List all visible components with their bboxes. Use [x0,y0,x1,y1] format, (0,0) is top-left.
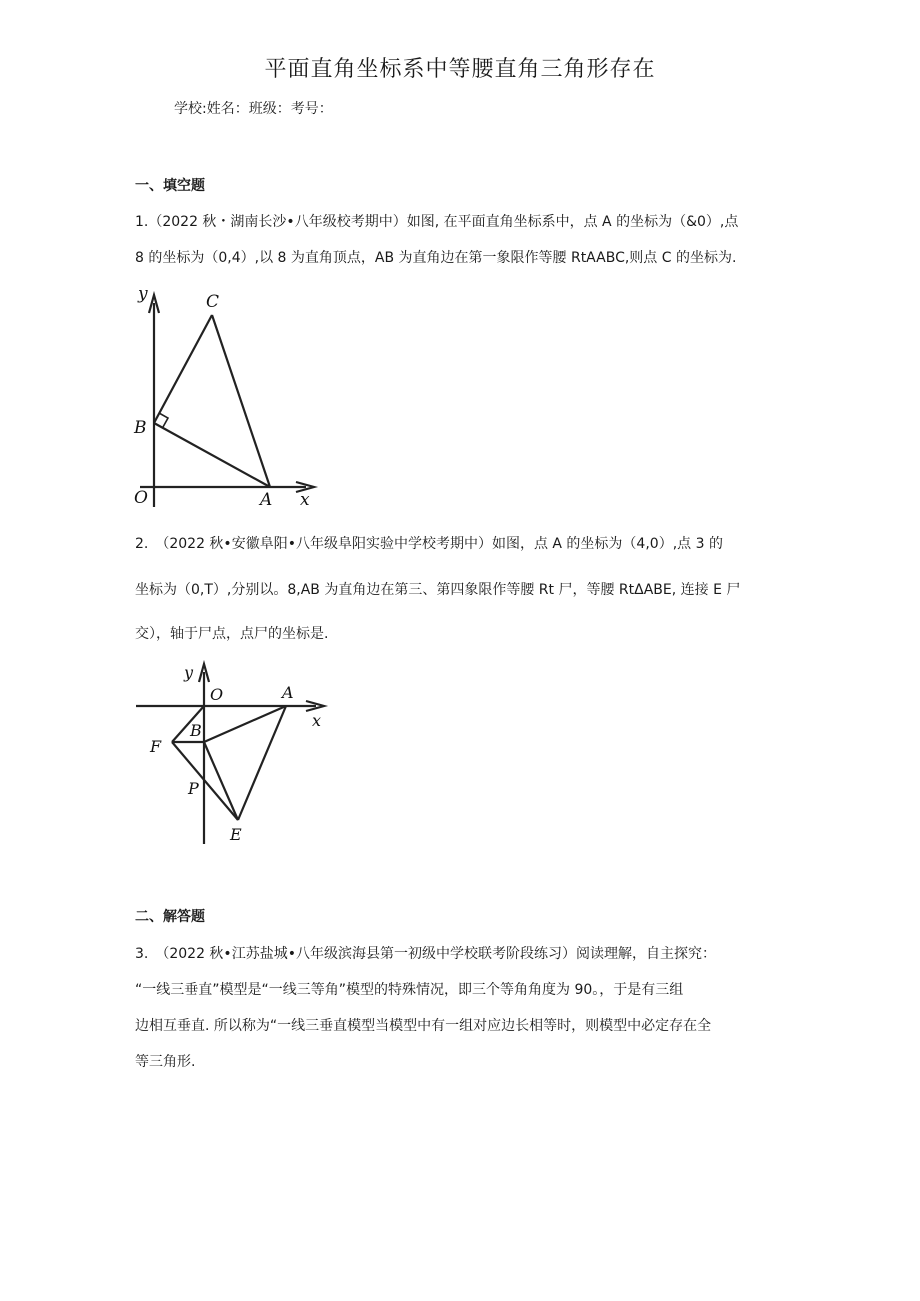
label-A: A [260,490,273,510]
segment-BC [154,315,212,423]
question-2-line-3: 交），轴于尸点，点尸的坐标是. [135,626,329,642]
label-E: E [230,825,242,844]
question-3-line-1: 3. （2022 秋•江苏盐城•八年级滨海县第一初级中学校联考阶段练习）阅读理解，自主探究： [135,946,716,962]
label-F: F [150,737,162,756]
student-info-line: 学校:姓名：班级：考号： [174,101,333,117]
page-title: 平面直角坐标系中等腰直角三角形存在 [264,57,656,82]
segment-CA [212,315,270,487]
question-2-figure [130,660,350,850]
question-2-line-1: 2. （2022 秋•安徽阜阳•八年级阜阳实验中学校考期中）如图，点 A 的坐标为（4,0）,点 3 的 [135,536,723,552]
label-O: O [134,488,148,508]
label-x: x [312,711,322,730]
label-B: B [134,418,147,438]
question-1-line-1: 1.（2022 秋・湖南长沙•八年级校考期中）如图, 在平面直角坐标系中，点 A 的坐标为（&0）,点 [135,214,739,230]
section-answer-heading: 二、解答题 [135,909,205,925]
question-3-line-2: “一线三垂直”模型是“一线三等角”模型的特殊情况，即三个等角角度为 90。，于是有三组 [135,982,684,998]
label-A: A [282,683,294,702]
section-fill-in-blank-heading: 一、填空题 [135,178,205,194]
question-3-line-3: 边相互垂直. 所以称为“一线三垂直模型当模型中有一组对应边长相等时，则模型中必定存在全 [135,1018,712,1034]
question-2-line-2: 坐标为（0,T）,分别以。8,AB 为直角边在第三、第四象限作等腰 Rt 尸，等腰 RtΔABE, 连接 E 尸 [135,582,741,598]
label-x: x [300,490,310,510]
label-y: y [138,284,148,304]
label-y: y [184,663,194,682]
question-3-line-4: 等三角形. [135,1054,196,1070]
label-P: P [188,779,199,798]
segment-BE [204,742,238,820]
right-angle-mark [159,413,168,427]
label-C: C [206,292,220,312]
label-O: O [210,685,224,704]
label-B: B [190,721,202,740]
question-1-line-2: 8 的坐标为（0,4）,以 8 为直角顶点，AB 为直角边在第一象限作等腰 RtAABC,则点 C 的坐标为. [135,250,737,266]
question-1-figure [120,285,330,515]
